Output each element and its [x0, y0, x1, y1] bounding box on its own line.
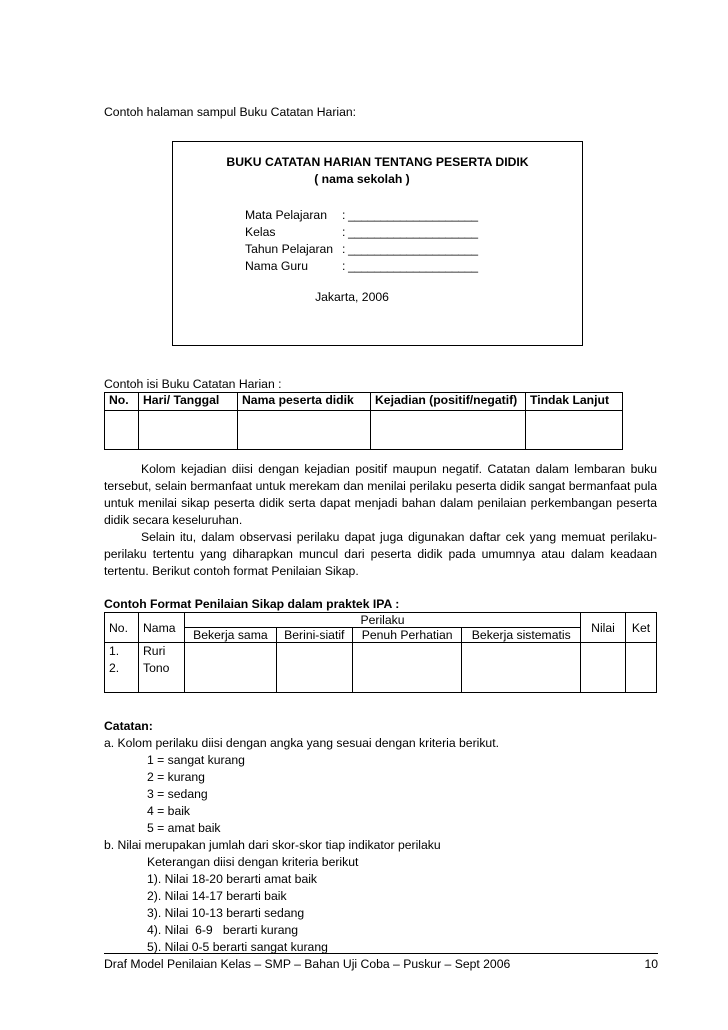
- table-header-nama: Nama: [139, 613, 185, 643]
- footer-text: Draf Model Penilaian Kelas – SMP – Bahan Uji Coba – Puskur – Sept 2006: [104, 957, 511, 971]
- field-line-nama-guru: : ____________________: [342, 259, 478, 273]
- table-cell: [526, 411, 623, 450]
- row-no: 2.: [109, 661, 120, 675]
- note-a-item: 3 = sedang: [147, 787, 208, 801]
- table-cell: [626, 643, 657, 693]
- table-cell: [352, 643, 462, 693]
- field-label-mata-pelajaran: Mata Pelajaran: [245, 208, 327, 222]
- notes-title: Catatan:: [104, 719, 153, 733]
- field-label-nama-guru: Nama Guru: [245, 259, 308, 273]
- field-label-tahun-pelajaran: Tahun Pelajaran: [245, 242, 334, 256]
- field-line-mata-pelajaran: : ____________________: [342, 208, 478, 222]
- footer-divider: [104, 953, 658, 954]
- table-header-bekerja-sistematis: Bekerja sistematis: [462, 628, 581, 643]
- row-nama: Ruri: [143, 644, 166, 658]
- field-line-tahun-pelajaran: : ____________________: [342, 242, 478, 256]
- table-header-kejadian: Kejadian (positif/negatif): [371, 393, 526, 411]
- table-cell-no: [105, 643, 139, 693]
- table-header-berinisiatif: Berini-siatif: [276, 628, 352, 643]
- cover-subtitle: ( nama sekolah ): [314, 172, 410, 186]
- paragraph-2: Selain itu, dalam observasi perilaku dapat juga digunakan daftar cek yang memuat perilaku-perilaku tertentu yang diharapkan muncul dari peserta didik pada umumnya atau dalam keadaan tertentu. Berikut contoh format Penilaian Sikap.: [104, 530, 657, 578]
- note-a-item: 4 = baik: [147, 804, 191, 818]
- row-nama: Tono: [143, 661, 170, 675]
- field-line-kelas: : ____________________: [342, 225, 478, 239]
- note-b-item: 1). Nilai 18-20 berarti amat baik: [147, 872, 318, 886]
- body-text: [104, 461, 657, 580]
- table-header-penuh-perhatian: Penuh Perhatian: [352, 628, 462, 643]
- table-header-perilaku: Perilaku: [185, 613, 581, 628]
- table-cell: [238, 411, 371, 450]
- note-b: b. Nilai merupakan jumlah dari skor-skor tiap indikator perilaku: [104, 838, 441, 852]
- table-header-ket: Ket: [626, 613, 657, 643]
- penilaian-sikap-table: [104, 612, 657, 693]
- intro-label: Contoh halaman sampul Buku Catatan Harian:: [104, 105, 357, 119]
- table-header-nama-peserta: Nama peserta didik: [238, 393, 371, 411]
- table-row: [105, 643, 657, 693]
- notes-section: [104, 718, 499, 956]
- note-b-item: 3). Nilai 10-13 berarti sedang: [147, 906, 305, 920]
- table-cell-nama: [139, 643, 185, 693]
- note-b-item: 4). Nilai 6-9 berarti kurang: [147, 923, 299, 937]
- table-header-no: No.: [105, 613, 139, 643]
- table-header-no: No.: [105, 393, 139, 411]
- paragraph-1: Kolom kejadian diisi dengan kejadian positif maupun negatif. Catatan dalam lembaran buku tersebut, selain bermanfaat untuk merekam dan menilai perilaku peserta didik sangat bermanfaat pula untuk menilai sikap peserta didik serta dapat menjadi bahan dalam penilaian perkembangan peserta didik secara keseluruhan.: [104, 462, 657, 527]
- note-b-item: 5). Nilai 0-5 berarti sangat kurang: [147, 940, 328, 954]
- table-cell: [581, 643, 626, 693]
- cover-title: BUKU CATATAN HARIAN TENTANG PESERTA DIDIK: [226, 155, 529, 169]
- page-number: 10: [644, 957, 658, 971]
- note-a-item: 2 = kurang: [147, 770, 205, 784]
- row-no: 1.: [109, 644, 120, 658]
- note-a: a. Kolom perilaku diisi dengan angka yang sesuai dengan kriteria berikut.: [104, 736, 499, 750]
- table-header-bekerja-sama: Bekerja sama: [185, 628, 277, 643]
- page-footer: [104, 957, 658, 971]
- table-cell: [371, 411, 526, 450]
- table-cell: [105, 411, 139, 450]
- table-cell: [276, 643, 352, 693]
- note-b-intro: Keterangan diisi dengan kriteria berikut: [147, 855, 359, 869]
- field-label-kelas: Kelas: [245, 225, 276, 239]
- table-header-tindak-lanjut: Tindak Lanjut: [526, 393, 623, 411]
- table-cell: [462, 643, 581, 693]
- table-cell: [139, 411, 238, 450]
- note-a-item: 5 = amat baik: [147, 821, 221, 835]
- table-header-nilai: Nilai: [581, 613, 626, 643]
- table-row: [105, 411, 623, 450]
- catatan-harian-table: [104, 392, 623, 450]
- cover-date: Jakarta, 2006: [315, 290, 389, 304]
- note-a-item: 1 = sangat kurang: [147, 753, 245, 767]
- table-cell: [185, 643, 277, 693]
- note-b-item: 2). Nilai 14-17 berarti baik: [147, 889, 287, 903]
- isi-label: Contoh isi Buku Catatan Harian :: [104, 377, 282, 391]
- table-header-hari-tanggal: Hari/ Tanggal: [139, 393, 238, 411]
- format-heading: Contoh Format Penilaian Sikap dalam praktek IPA :: [104, 597, 400, 611]
